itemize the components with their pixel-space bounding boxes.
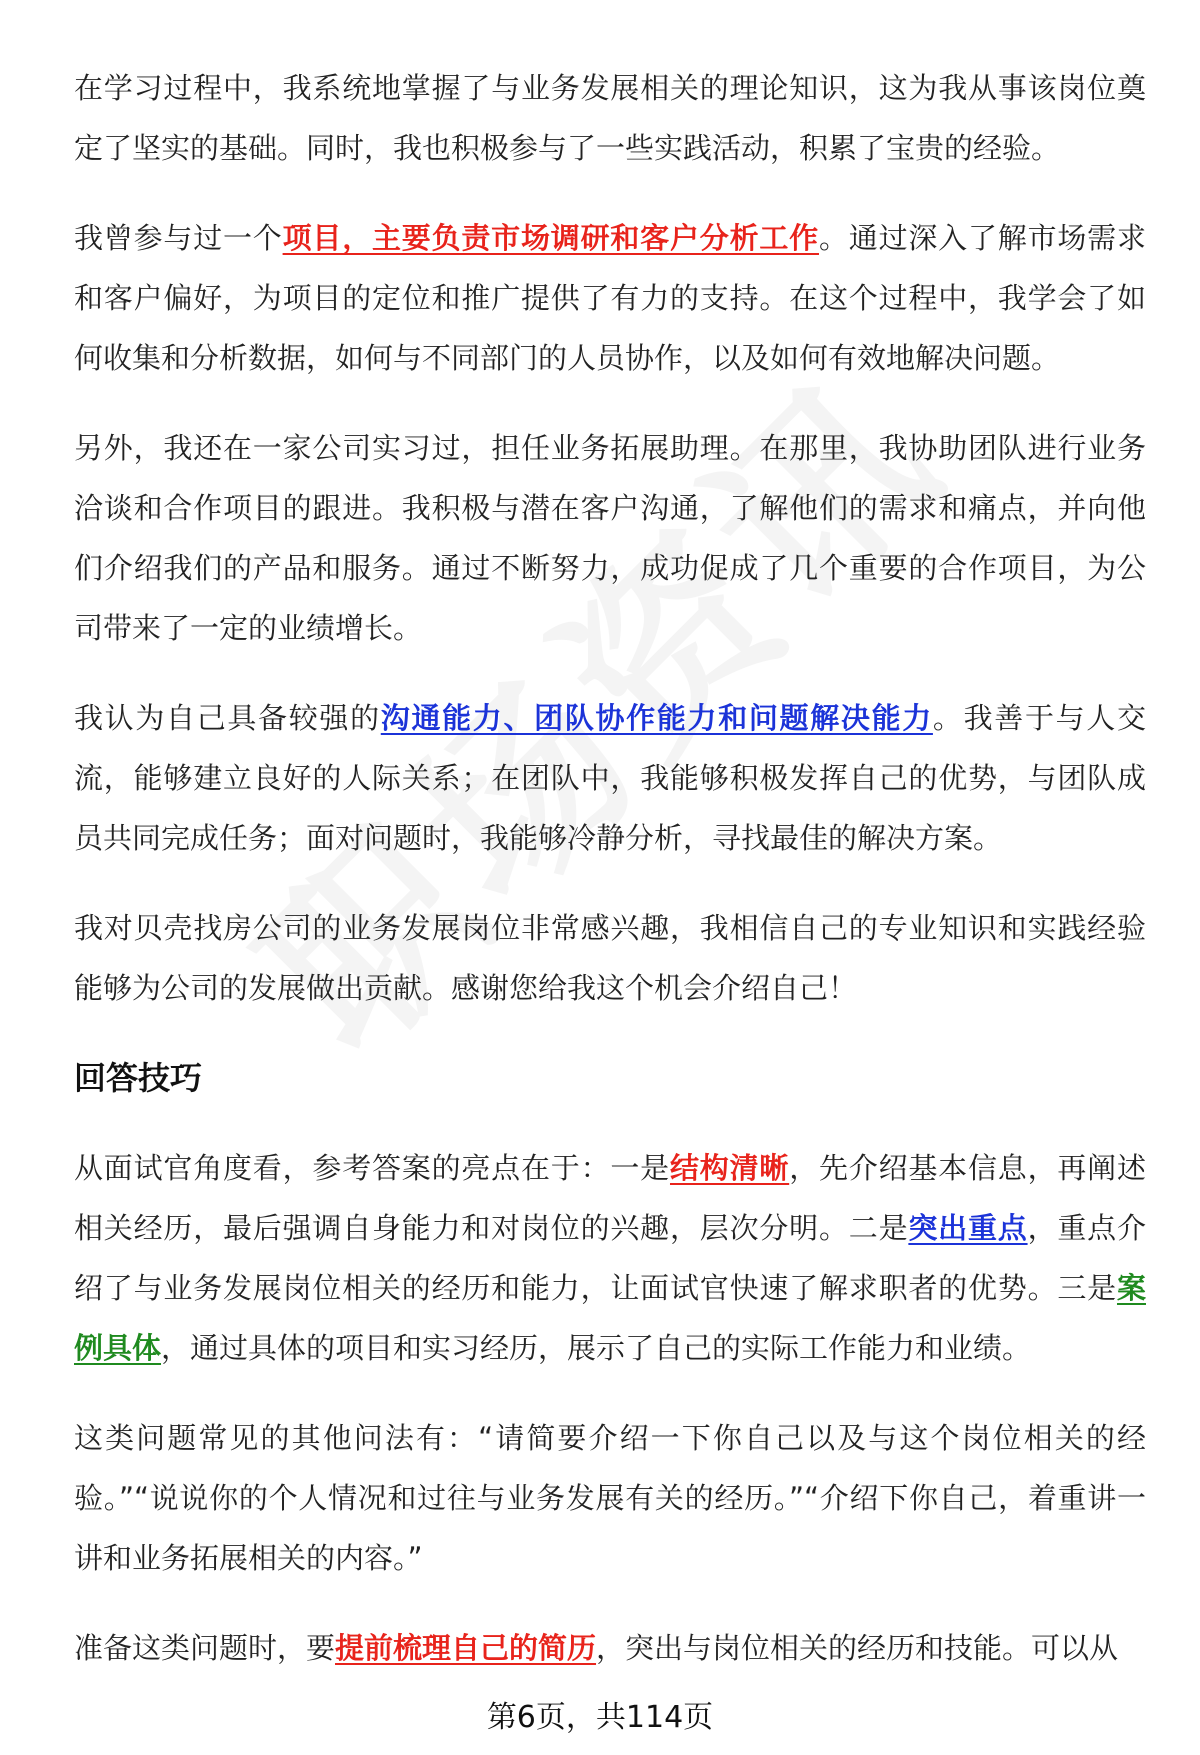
paragraph-abilities (74, 688, 1146, 868)
paragraph-closing: 我对贝壳找房公司的业务发展岗位非常感兴趣，我相信自己的专业知识和实践经验能够为公司的发展做出贡献。感谢您给我这个机会介绍自己！ (74, 911, 1146, 1005)
document-body (74, 58, 1146, 1678)
section-title: 回答技巧 (74, 1059, 203, 1097)
text-segment: 我曾参与过一个 (74, 221, 283, 255)
paragraph-alternate-questions: 这类问题常见的其他问法有：“请简要介绍一下你自己以及与这个岗位相关的经验。”“说说你的个人情况和过往与业务发展有关的经历。”“介绍下你自己，着重讲一讲和业务拓展相关的内容。” (74, 1421, 1146, 1575)
text-segment: ，突出与岗位相关的经历和技能。可以从 (596, 1631, 1119, 1665)
highlight-abilities: 沟通能力、团队协作能力和问题解决能力 (380, 701, 933, 735)
paragraph-internship: 另外，我还在一家公司实习过，担任业务拓展助理。在那里，我协助团队进行业务洽谈和合作项目的跟进。我积极与潜在客户沟通，了解他们的需求和痛点，并向他们介绍我们的产品和服务。通过不断努力，成功促成了几个重要的合作项目，为公司带来了一定的业绩增长。 (74, 431, 1146, 645)
highlight-focus: 突出重点 (908, 1211, 1028, 1245)
highlight-structure: 结构清晰 (669, 1151, 790, 1185)
text-segment: 。我善于与人交流，能够建立良好的人际关系；在团队中，我能够积极发挥自己的优势，与团队成员共同完成任务；面对问题时，我能够冷静分析，寻找最佳的解决方案。 (74, 701, 1146, 855)
page-number: 第6页，共114页 (486, 1700, 714, 1735)
text-segment: 我认为自己具备较强的 (74, 701, 381, 735)
text-segment: 。通过深入了解市场需求和客户偏好，为项目的定位和推广提供了有力的支持。在这个过程中，我学会了如何收集和分析数据，如何与不同部门的人员协作，以及如何有效地解决问题。 (74, 221, 1146, 375)
text-segment: 从面试官角度看，参考答案的亮点在于：一是 (74, 1151, 670, 1185)
paragraph-tips-highlights (74, 1138, 1146, 1378)
text-segment: 准备这类问题时，要 (74, 1631, 336, 1665)
text-segment: ，通过具体的项目和实习经历，展示了自己的实际工作能力和业绩。 (161, 1331, 1032, 1365)
paragraph-project (74, 208, 1146, 388)
text-segment: ，重点介绍了与业务发展岗位相关的经历和能力，让面试官快速了解求职者的优势。三是 (74, 1211, 1146, 1305)
highlight-resume: 提前梳理自己的简历 (335, 1631, 597, 1665)
highlight-cases: 案例具体 (74, 1271, 1146, 1365)
paragraph-study: 在学习过程中，我系统地掌握了与业务发展相关的理论知识，这为我从事该岗位奠定了坚实的基础。同时，我也积极参与了一些实践活动，积累了宝贵的经验。 (74, 71, 1146, 165)
highlight-project: 项目，主要负责市场调研和客户分析工作 (282, 221, 819, 255)
text-segment: ，先介绍基本信息，再阐述相关经历，最后强调自身能力和对岗位的兴趣，层次分明。二是 (74, 1151, 1146, 1245)
paragraph-preparation (74, 1618, 1146, 1678)
